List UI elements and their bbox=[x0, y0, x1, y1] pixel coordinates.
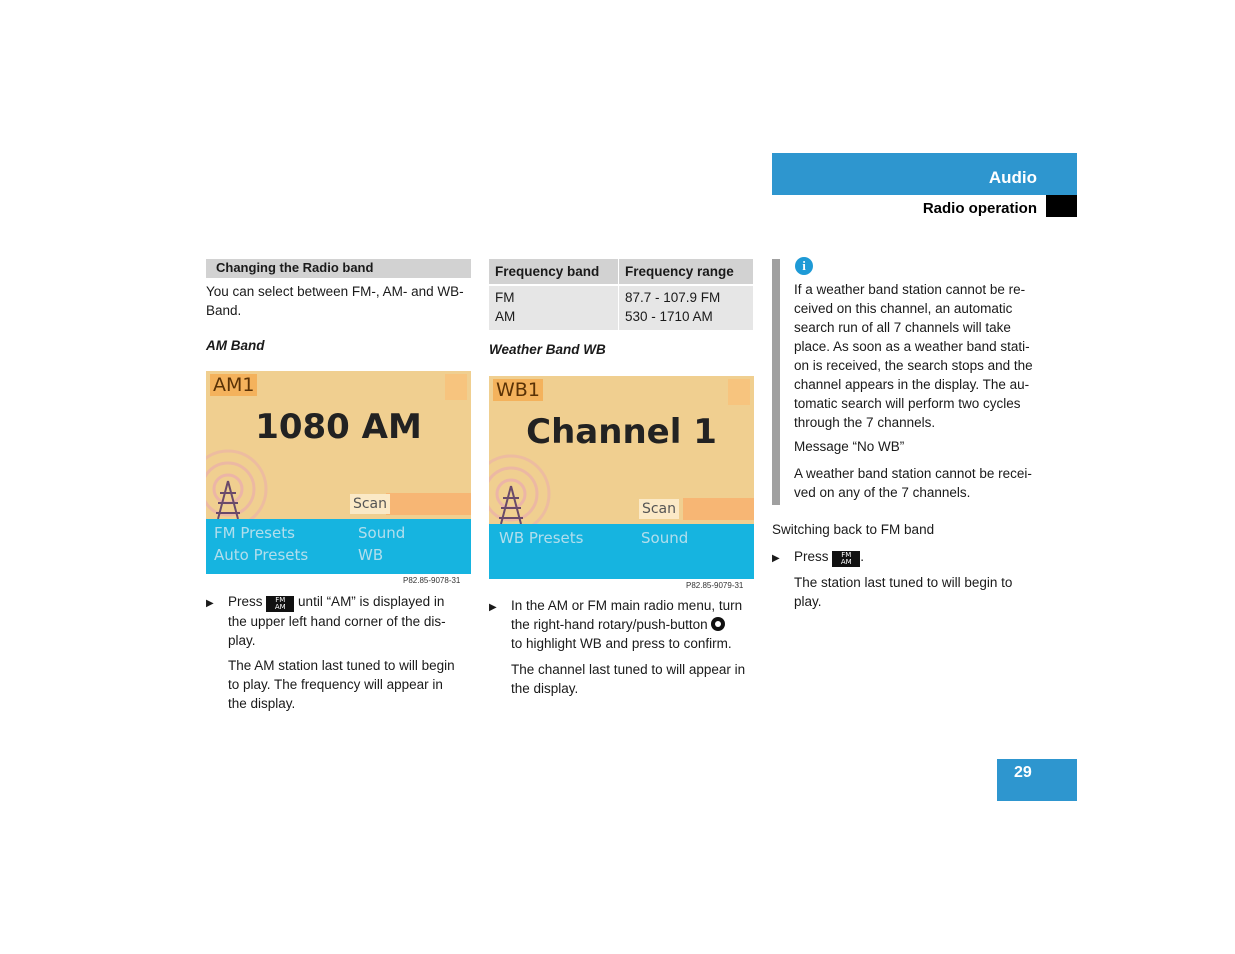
info-icon: i bbox=[795, 257, 813, 275]
section-heading: Changing the Radio band bbox=[206, 259, 471, 278]
display-band-badge: WB1 bbox=[493, 379, 543, 401]
step-select-wb: In the AM or FM main radio menu, turn the right-hand rotary/push-button to highlight WB and press to confirm. bbox=[511, 598, 743, 651]
table-row: AM 530 - 1710 AM bbox=[489, 308, 754, 330]
info-text: If a weather band station cannot be re- ceived on this channel, an automatic search run of all 7 channels will take place. As soon as a weather band stati- on is received, the search stops and the channel appears in the display. The au- tomatic search will perform two cycles through the 7 channels. bbox=[794, 282, 1033, 430]
image-reference: P82.85-9078-31 bbox=[403, 576, 461, 585]
fm-am-key-icon: FM AM bbox=[266, 596, 294, 612]
message-title: Message “No WB” bbox=[794, 439, 905, 454]
step-result: The station last tuned to will begin to play. bbox=[794, 575, 1013, 609]
scan-softkey: Scan bbox=[350, 494, 390, 514]
wb-display-image bbox=[489, 376, 754, 579]
header-marker bbox=[1046, 195, 1077, 217]
intro-text: You can select between FM-, AM- and WB- Band. bbox=[206, 284, 464, 318]
step-press-fm-am: Press FM AM . bbox=[794, 549, 865, 566]
wb-label: WB bbox=[358, 546, 384, 564]
sound-label: Sound bbox=[358, 524, 406, 542]
bullet-marker: ▶ bbox=[206, 598, 214, 609]
signal-icon bbox=[728, 379, 750, 405]
auto-presets-label: Auto Presets bbox=[214, 546, 309, 564]
bullet-marker: ▶ bbox=[489, 602, 497, 613]
wb-presets-label: WB Presets bbox=[499, 529, 584, 547]
table-header: Frequency band bbox=[489, 259, 618, 284]
page-number-box bbox=[997, 759, 1077, 801]
antenna-icon bbox=[489, 446, 559, 524]
page-number: 29 bbox=[1014, 764, 1032, 781]
step-result: The AM station last tuned to will begin to play. The frequency will appear in the display. bbox=[228, 658, 455, 711]
display-strip bbox=[683, 498, 754, 520]
chapter-title: Audio bbox=[988, 168, 1037, 187]
sound-label: Sound bbox=[641, 529, 689, 547]
display-channel: Channel 1 bbox=[526, 412, 717, 452]
table-row: FM 87.7 - 107.9 FM bbox=[489, 286, 754, 308]
step-result: The channel last tuned to will appear in the display. bbox=[511, 662, 746, 696]
table-header: Frequency range bbox=[618, 259, 753, 284]
display-strip bbox=[386, 493, 471, 515]
rotary-knob-icon bbox=[711, 617, 725, 631]
display-band-badge: AM1 bbox=[210, 374, 257, 396]
scan-softkey: Scan bbox=[639, 499, 679, 519]
step-press-fm-am: Press FM AM until “AM” is displayed in the upper left hand corner of the dis- play. bbox=[228, 594, 446, 648]
antenna-icon bbox=[206, 441, 276, 519]
fm-presets-label: FM Presets bbox=[214, 524, 295, 542]
section-title: Radio operation bbox=[922, 200, 1037, 217]
fm-am-key-icon: FM AM bbox=[832, 551, 860, 567]
am-display-image bbox=[206, 371, 471, 574]
info-box-bar bbox=[772, 259, 780, 505]
frequency-table bbox=[489, 259, 754, 330]
signal-icon bbox=[445, 374, 467, 400]
wb-caption: Weather Band WB bbox=[489, 342, 606, 357]
message-text: A weather band station cannot be recei- ved on any of the 7 channels. bbox=[794, 466, 1032, 500]
display-frequency: 1080 AM bbox=[255, 407, 422, 447]
switch-back-heading: Switching back to FM band bbox=[772, 522, 935, 537]
bullet-marker: ▶ bbox=[772, 553, 780, 564]
am-band-caption: AM Band bbox=[206, 338, 265, 353]
image-reference: P82.85-9079-31 bbox=[686, 581, 744, 590]
